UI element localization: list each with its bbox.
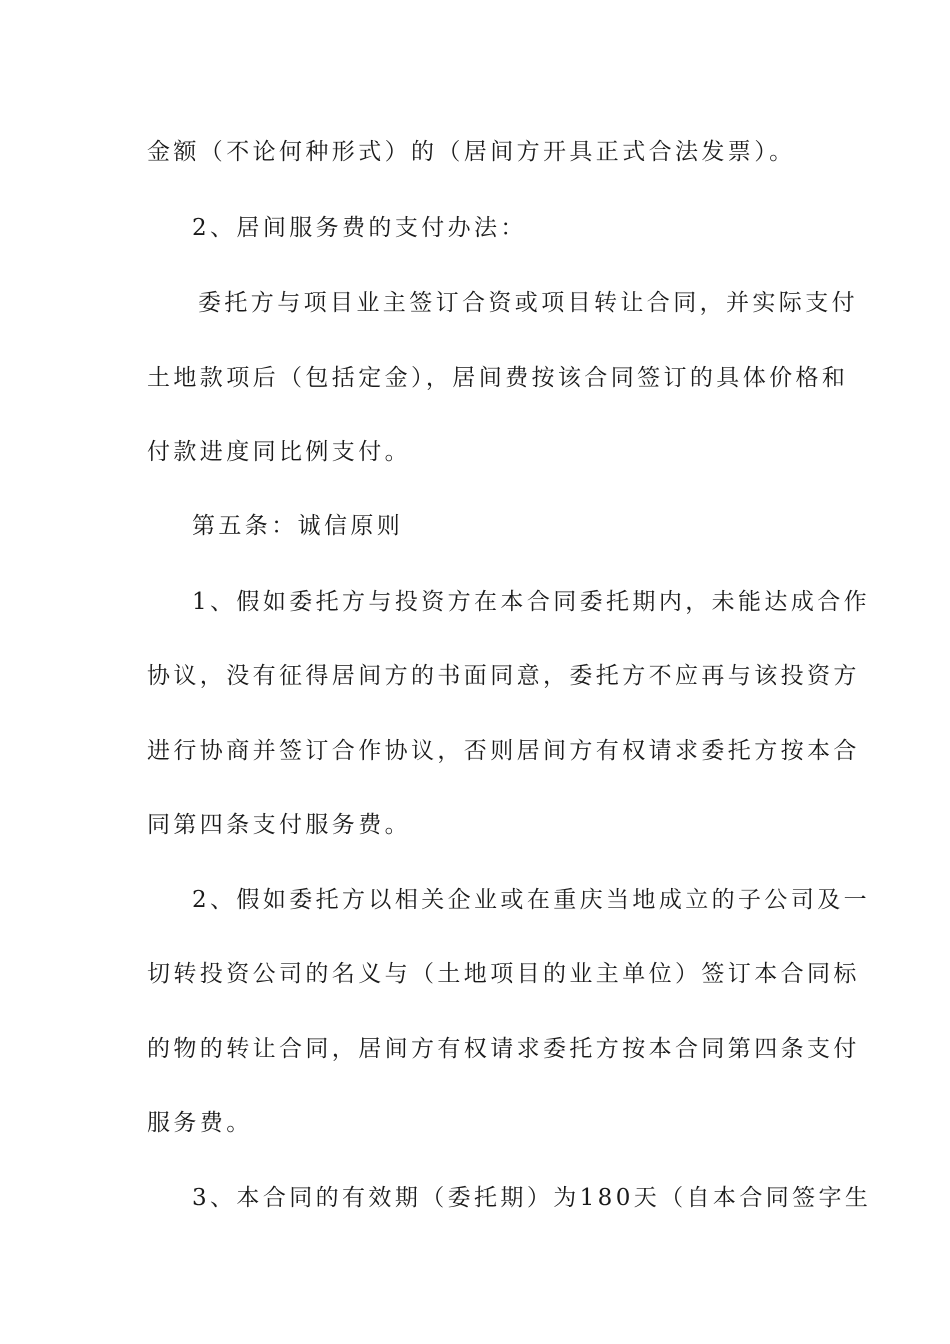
text-line: 进行协商并签订合作协议，否则居间方有权请求委托方按本合 bbox=[147, 738, 860, 764]
section-heading: 2、居间服务费的支付办法： bbox=[192, 215, 527, 241]
text-line: 付款进度同比例支付。 bbox=[147, 439, 411, 465]
text-line: 服务费。 bbox=[147, 1110, 253, 1136]
text-line: 同第四条支付服务费。 bbox=[147, 812, 411, 838]
text-line: 1、假如委托方与投资方在本合同委托期内，未能达成合作 bbox=[192, 589, 871, 615]
text-line: 切转投资公司的名义与（土地项目的业主单位）签订本合同标 bbox=[147, 961, 860, 987]
text-line: 土地款项后（包括定金），居间费按该合同签订的具体价格和 bbox=[147, 365, 849, 391]
text-line: 协议，没有征得居间方的书面同意，委托方不应再与该投资方 bbox=[147, 663, 860, 689]
text-line: 金额（不论何种形式）的（居间方开具正式合法发票）。 bbox=[147, 139, 796, 165]
text-line: 2、假如委托方以相关企业或在重庆当地成立的子公司及一 bbox=[192, 887, 871, 913]
text-line: 3、本合同的有效期（委托期）为180天（自本合同签字生 bbox=[192, 1185, 872, 1211]
text-line: 的物的转让合同，居间方有权请求委托方按本合同第四条支付 bbox=[147, 1036, 860, 1062]
text-line: 委托方与项目业主签订合资或项目转让合同，并实际支付 bbox=[198, 290, 858, 316]
article-heading: 第五条：诚信原则 bbox=[192, 513, 404, 539]
